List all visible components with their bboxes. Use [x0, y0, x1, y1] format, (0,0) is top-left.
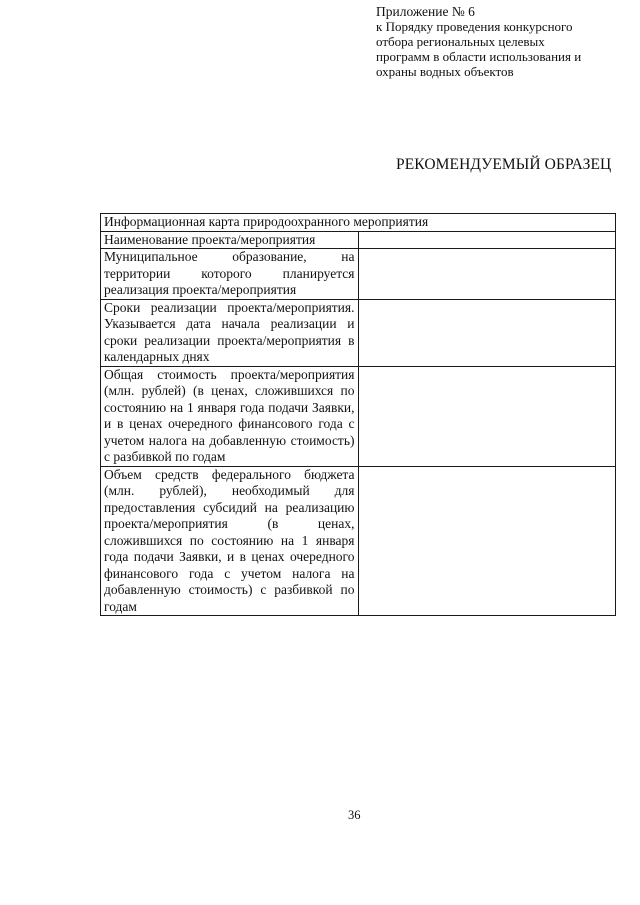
- info-card-title: Информационная карта природоохранного мероприятия: [101, 214, 616, 232]
- row-value-field[interactable]: [358, 366, 616, 466]
- info-card-table: [100, 213, 616, 616]
- annex-line: отбора региональных целевых: [376, 34, 545, 49]
- annex-line: к Порядку проведения конкурсного: [376, 19, 573, 34]
- row-value-field[interactable]: [358, 249, 616, 300]
- row-label: Сроки реализации проекта/мероприятия. Указывается дата начала реализации и сроки реализации проекта/мероприятия в календарных днях: [101, 299, 359, 366]
- row-label: Наименование проекта/мероприятия: [101, 231, 359, 249]
- table-row: [101, 299, 616, 366]
- row-label: Объем средств федерального бюджета (млн. рублей), необходимый для предоставления субсидий на реализацию проекта/мероприятия (в ценах, сложившихся по состоянию на 1 января года подачи Заявки, и в ценах очередного финансового года с учетом налога на добавленную стоимость) с разбивкой по годам: [101, 466, 359, 616]
- annex-line: программ в области использования и: [376, 49, 582, 64]
- table-row: [101, 466, 616, 616]
- annex-title: Приложение № 6: [376, 4, 475, 19]
- table-row: [101, 249, 616, 300]
- row-value-field[interactable]: [358, 299, 616, 366]
- sample-heading: РЕКОМЕНДУЕМЫЙ ОБРАЗЕЦ: [396, 156, 612, 173]
- page-number: 36: [348, 808, 361, 822]
- annex-block: [376, 4, 626, 79]
- table-row: [101, 366, 616, 466]
- row-value-field[interactable]: [358, 466, 616, 616]
- row-label: Муниципальное образование, на территории которого планируется реализация проекта/мероприятия: [101, 249, 359, 300]
- table-header-row: [101, 214, 616, 232]
- row-value-field[interactable]: [358, 231, 616, 249]
- row-label: Общая стоимость проекта/мероприятия (млн. рублей) (в ценах, сложившихся по состоянию на 1 января года подачи Заявки, и в ценах очередного финансового года с учетом налога на добавленную стоимость) с разбивкой по годам: [101, 366, 359, 466]
- annex-line: охраны водных объектов: [376, 64, 514, 79]
- table-row: [101, 231, 616, 249]
